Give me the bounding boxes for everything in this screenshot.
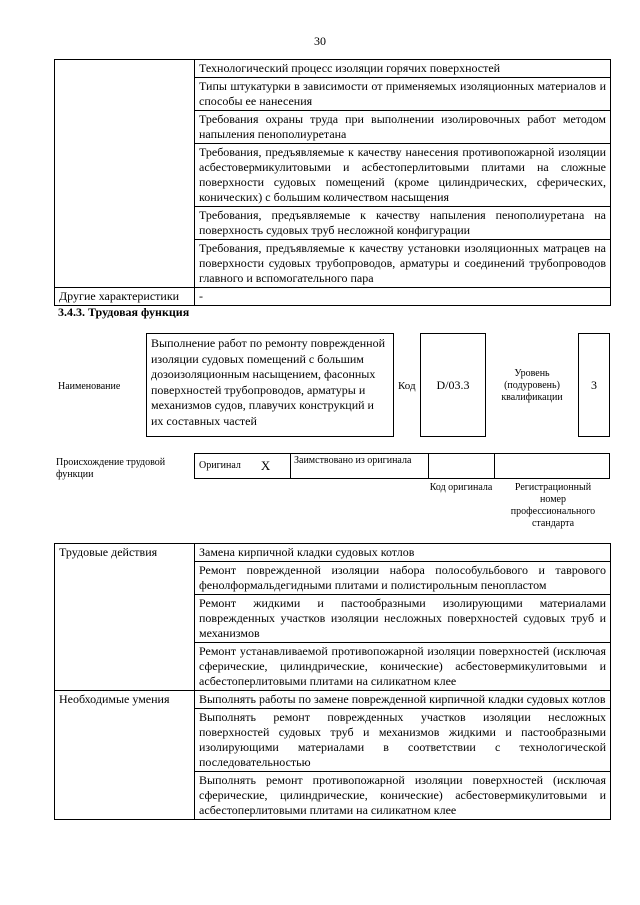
- original-cell: [195, 454, 291, 478]
- section-heading: 3.4.3. Трудовая функция: [58, 305, 190, 319]
- table-label-cell: Другие характеристики: [55, 288, 195, 306]
- table-cell: Технологический процесс изоляции горячих поверхностей: [195, 60, 611, 78]
- table-row: [55, 544, 611, 562]
- table-cell: Выполнять ремонт поврежденных участков изоляции несложных поверхностей судовых труб и механизмов жидкими и пастообразными изолирующими материалами в соответствии с технологической последовательностью: [195, 709, 611, 772]
- table-label-cell: Необходимые умения: [55, 691, 195, 820]
- table-row: [55, 691, 611, 709]
- code-box: D/03.3: [420, 333, 486, 437]
- table-cell: Замена кирпичной кладки судовых котлов: [195, 544, 611, 562]
- table-row: [55, 288, 611, 306]
- function-name-box: Выполнение работ по ремонту поврежденной изоляции судовых помещений с большим дозоизоляционным насыщением, фасонных поверхностей трубопроводов, арматуры и механизмов судов, плавучих конструкций и их составных частей: [146, 333, 394, 437]
- table-cell: Ремонт поврежденной изоляции набора полособульбового и таврового фенолформальдегидными плитами и полистирольным пенопластом: [195, 562, 611, 595]
- registration-number-cell: [495, 454, 609, 478]
- code-caption: Код оригинала: [429, 482, 493, 493]
- knowledge-table: [54, 59, 611, 306]
- code-label: Код: [398, 380, 416, 392]
- level-label: Уровень (подуровень) квалификации: [501, 368, 563, 403]
- name-label: Наименование: [58, 381, 121, 392]
- registration-caption: Регистрационный номер профессионального стандарта: [510, 482, 596, 529]
- table-cell: Ремонт жидкими и пастообразными изолирующими материалами поврежденных участков изоляции несложных поверхностей судовых труб и механизмов: [195, 595, 611, 643]
- table-cell: Требования, предъявляемые к качеству установки изоляционных матрацев на поверхности судовых трубопроводов, арматуры и соединений трубопроводов главного и вспомогательного пара: [195, 240, 611, 288]
- table-cell: Выполнять работы по замене поврежденной кирпичной кладки судовых котлов: [195, 691, 611, 709]
- table-label-cell: [55, 60, 195, 288]
- page-number: 30: [314, 34, 326, 48]
- borrowed-cell: Заимствовано из оригинала: [291, 454, 429, 478]
- table-label-cell: Трудовые действия: [55, 544, 195, 691]
- original-mark: X: [260, 458, 271, 473]
- original-label: Оригинал: [199, 460, 241, 471]
- origin-row: [194, 453, 610, 479]
- labor-actions-table: [54, 543, 611, 820]
- table-cell: Требования, предъявляемые к качеству нанесения противопожарной изоляции асбестовермикулитовыми и асбестоперлитовыми плитами на сложные поверхности судовых помещений (кроме цилиндрических, сферических, конических) с большим количеством насыщения: [195, 144, 611, 207]
- original-code-cell: [429, 454, 495, 478]
- level-box: 3: [578, 333, 610, 437]
- table-cell: Типы штукатурки в зависимости от применяемых изоляционных материалов и способы ее нанесения: [195, 78, 611, 111]
- table-cell: Выполнять ремонт противопожарной изоляции поверхностей (исключая сферические, цилиндрические, конические) асбестовермикулитовыми и асбестоперлитовыми плитами на силикатном клее: [195, 772, 611, 820]
- table-cell: Требования, предъявляемые к качеству напыления пенополиуретана на поверхность судовых труб несложной конфигурации: [195, 207, 611, 240]
- table-cell: Требования охраны труда при выполнении изолировочных работ методом напыления пенополиуретана: [195, 111, 611, 144]
- table-row: [55, 60, 611, 78]
- table-cell: -: [195, 288, 611, 306]
- table-cell: Ремонт устанавливаемой противопожарной изоляции поверхностей (исключая сферические, цилиндрические, конические) асбестовермикулитовыми и асбестоперлитовыми плитами на силикатном клее: [195, 643, 611, 691]
- origin-label: Происхождение трудовой функции: [56, 457, 166, 480]
